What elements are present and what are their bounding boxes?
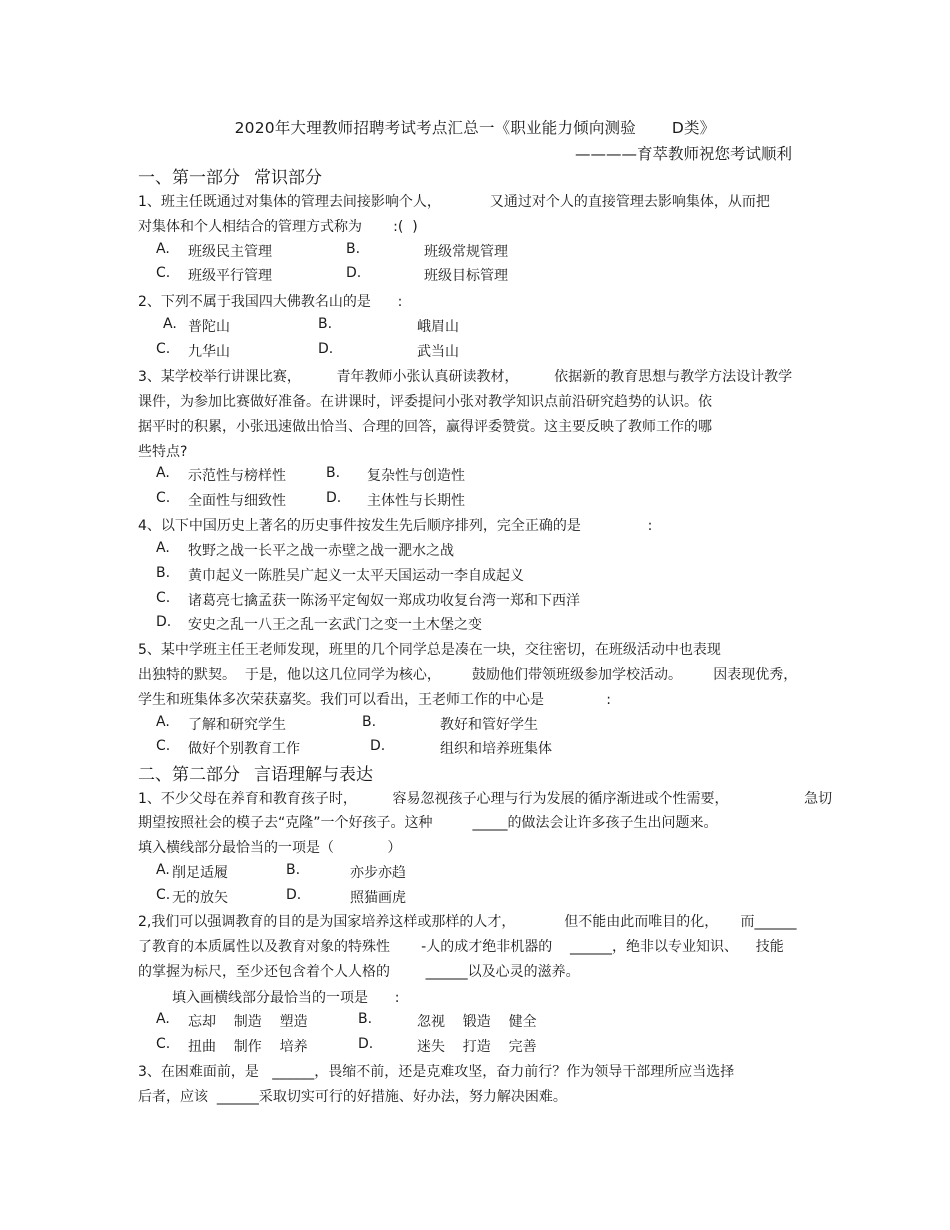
- option-label: B.: [156, 565, 171, 581]
- option-label: A.: [156, 714, 170, 730]
- option-text: 普陀山: [188, 319, 230, 335]
- option-label: C.: [156, 738, 171, 754]
- option-text: 迷失 打造 完善: [417, 1039, 537, 1055]
- option-label: D.: [156, 614, 172, 630]
- option-label: B.: [362, 714, 377, 730]
- question-text: 出独特的默契。 于是，他以这几位同学为核心， 鼓励他们带领班级参加学校活动。 因表现优秀，: [138, 667, 798, 683]
- question-text: 对集体和个人相结合的管理方式称为 :( ): [138, 219, 418, 235]
- option-text: 复杂性与创造性: [367, 468, 465, 484]
- question-text: 2、下列不属于我国四大佛教名山的是 :: [138, 294, 403, 310]
- option-label: B.: [286, 862, 301, 878]
- option-text: 九华山: [188, 344, 230, 360]
- option-text: 忽视 锻造 健全: [417, 1014, 537, 1030]
- option-label: D.: [346, 265, 362, 281]
- option-text: 班级目标管理: [424, 268, 508, 284]
- option-label: C.: [156, 490, 171, 506]
- option-label: B.: [318, 316, 333, 332]
- option-text: 忘却 制造 塑造: [188, 1014, 308, 1030]
- section-number: 一、第一部分: [138, 168, 240, 188]
- option-text: 班级民主管理: [188, 244, 272, 260]
- option-text: 削足适履: [172, 865, 228, 881]
- option-text: 诸葛亮七擒孟获一陈汤平定匈奴一郑成功收复台湾一郑和下西洋: [188, 593, 580, 609]
- option-text: 峨眉山: [417, 319, 459, 335]
- option-text: 安史之乱一八王之乱一玄武门之变一土木堡之变: [188, 617, 482, 633]
- document-title: 2020年大理教师招聘考试考点汇总一《职业能力倾向测验 D类》: [234, 119, 716, 137]
- option-label: C.: [156, 341, 171, 357]
- question-text: 填入横线部分最恰当的一项是（ ）: [138, 840, 402, 856]
- option-text: 全面性与细致性: [188, 493, 286, 509]
- question-text: 5、某中学班主任王老师发现，班里的几个同学总是凑在一块，交往密切，在班级活动中也表现: [138, 642, 721, 658]
- section-heading-part1: [138, 163, 322, 188]
- option-label: C.: [156, 1036, 171, 1052]
- option-text: 做好个别教育工作: [188, 741, 300, 757]
- option-label: D.: [326, 490, 342, 506]
- option-text: 教好和管好学生: [440, 717, 538, 733]
- option-text: 组织和培养班集体: [440, 741, 552, 757]
- option-text: 牧野之战一长平之战一赤壁之战一淝水之战: [188, 543, 454, 559]
- section-title: 言语理解与表达: [254, 765, 373, 785]
- option-label: C.: [156, 265, 171, 281]
- question-text: 4、以下中国历史上著名的历史事件按发生先后顺序排列，完全正确的是 :: [138, 518, 653, 534]
- document-subtitle: ————育萃教师祝您考试顺利: [574, 145, 792, 163]
- option-text: 无的放矢: [172, 890, 228, 906]
- option-label: A.: [156, 465, 170, 481]
- question-text: 据平时的积累，小张迅速做出恰当、合理的回答，赢得评委赞赏。这主要反映了教师工作的哪: [138, 419, 712, 435]
- option-label: B.: [358, 1011, 373, 1027]
- option-label: A.: [156, 540, 170, 556]
- option-text: 亦步亦趋: [350, 865, 406, 881]
- option-text: 照猫画虎: [350, 890, 406, 906]
- option-label: A.: [156, 862, 170, 878]
- section-number: 二、第二部分: [138, 765, 240, 785]
- question-text: 期望按照社会的模子去“克隆”一个好孩子。这种 _____的做法会让许多孩子生出问题来。: [138, 815, 718, 831]
- option-text: 示范性与榜样性: [188, 468, 286, 484]
- question-text: 1、班主任既通过对集体的管理去间接影响个人， 又通过对个人的直接管理去影响集体，从而把: [138, 194, 770, 210]
- option-text: 扭曲 制作 培养: [188, 1039, 308, 1055]
- question-text: 填入画横线部分最恰当的一项是 :: [172, 990, 400, 1006]
- option-text: 班级常规管理: [424, 244, 508, 260]
- option-text: 班级平行管理: [188, 268, 272, 284]
- option-label: B.: [326, 465, 341, 481]
- option-label: A.: [156, 241, 170, 257]
- question-text: 了教育的本质属性以及教育对象的特殊性 -人的成才绝非机器的 ______，绝非以专业知识、 技能: [138, 939, 784, 955]
- option-label: D.: [358, 1036, 374, 1052]
- option-text: 武当山: [417, 344, 459, 360]
- question-text: 的掌握为标尺，至少还包含着个人人格的 ______以及心灵的滋养。: [138, 964, 580, 980]
- question-text: 3、在困难面前，是 ______，畏缩不前，还是克难攻坚，奋力前行？作为领导干部理所应当选择: [138, 1064, 735, 1080]
- option-label: D.: [286, 887, 302, 903]
- question-text: 些特点?: [138, 444, 188, 460]
- question-text: 3、某学校举行讲课比赛， 青年教师小张认真研读教材， 依据新的教育思想与教学方法设计教学: [138, 369, 793, 385]
- option-text: 黄巾起义一陈胜吴广起义一太平天国运动一李自成起义: [188, 568, 524, 584]
- question-text: 后者，应该 ______采取切实可行的好措施、好办法，努力解决困难。: [138, 1089, 567, 1105]
- option-label: C.: [156, 887, 171, 903]
- option-text: 主体性与长期性: [367, 493, 465, 509]
- option-label: B.: [346, 241, 361, 257]
- section-heading-part2: [138, 760, 373, 785]
- section-title: 常识部分: [254, 168, 322, 188]
- question-text: 学生和班集体多次荣获嘉奖。我们可以看出，王老师工作的中心是 :: [138, 692, 612, 708]
- option-text: 了解和研究学生: [188, 717, 286, 733]
- option-label: A.: [163, 316, 177, 332]
- option-label: D.: [370, 738, 386, 754]
- option-label: C.: [156, 590, 171, 606]
- question-text: 1、不少父母在养育和教育孩子时， 容易忽视孩子心理与行为发展的循序渐进或个性需要， 急切: [138, 791, 833, 807]
- option-label: A.: [156, 1011, 170, 1027]
- option-label: D.: [318, 341, 334, 357]
- question-text: 2,我们可以强调教育的目的是为国家培养这样或那样的人才， 但不能由此而唯目的化， 而______: [138, 914, 797, 930]
- question-text: 课件，为参加比赛做好准备。在讲课时，评委提问小张对教学知识点前沿研究趋势的认识。依: [138, 394, 712, 410]
